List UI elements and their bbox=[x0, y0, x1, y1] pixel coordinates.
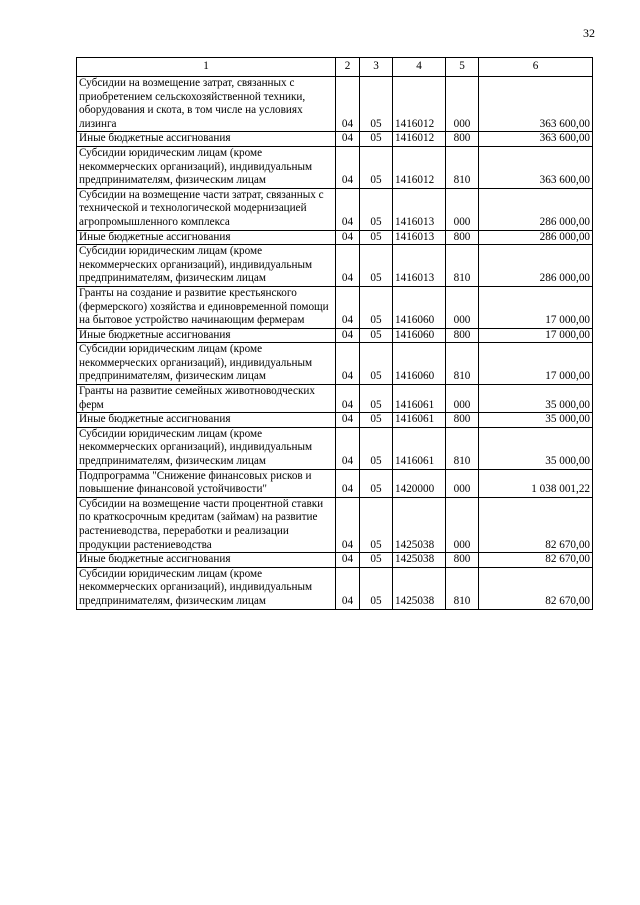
cell-expense-type: 000 bbox=[446, 286, 479, 328]
cell-amount: 82 670,00 bbox=[479, 567, 593, 609]
table-row bbox=[77, 230, 593, 245]
table-row bbox=[77, 77, 593, 132]
cell-subsection: 05 bbox=[360, 188, 393, 230]
cell-amount: 286 000,00 bbox=[479, 188, 593, 230]
cell-expense-type: 810 bbox=[446, 427, 479, 469]
budget-table bbox=[76, 57, 593, 610]
cell-section: 04 bbox=[336, 230, 360, 245]
cell-name: Субсидии на возмещение части затрат, связанных с технической и технологической модернизацией агропромышленного комплекса bbox=[77, 188, 336, 230]
cell-subsection: 05 bbox=[360, 427, 393, 469]
column-header: 2 bbox=[336, 58, 360, 77]
table-row bbox=[77, 188, 593, 230]
cell-subsection: 05 bbox=[360, 385, 393, 413]
cell-amount: 82 670,00 bbox=[479, 553, 593, 568]
cell-amount: 17 000,00 bbox=[479, 328, 593, 343]
cell-expense-type: 800 bbox=[446, 230, 479, 245]
cell-amount: 35 000,00 bbox=[479, 385, 593, 413]
table-row bbox=[77, 132, 593, 147]
column-header: 6 bbox=[479, 58, 593, 77]
cell-amount: 82 670,00 bbox=[479, 497, 593, 552]
cell-section: 04 bbox=[336, 567, 360, 609]
cell-target-code: 1425038 bbox=[393, 553, 446, 568]
cell-amount: 17 000,00 bbox=[479, 343, 593, 385]
cell-target-code: 1416013 bbox=[393, 230, 446, 245]
column-header: 4 bbox=[393, 58, 446, 77]
table-row bbox=[77, 343, 593, 385]
cell-name: Субсидии на возмещение части процентной ставки по краткосрочным кредитам (займам) на развитие растениеводства, переработки и реализации продукции растениеводства bbox=[77, 497, 336, 552]
cell-name: Субсидии юридическим лицам (кроме некоммерческих организаций), индивидуальным предпринимателям, физическим лицам bbox=[77, 245, 336, 287]
cell-amount: 363 600,00 bbox=[479, 146, 593, 188]
table-row bbox=[77, 286, 593, 328]
cell-name: Подпрограмма "Снижение финансовых рисков и повышение финансовой устойчивости" bbox=[77, 469, 336, 497]
cell-section: 04 bbox=[336, 385, 360, 413]
cell-target-code: 1416012 bbox=[393, 77, 446, 132]
table-row bbox=[77, 245, 593, 287]
cell-expense-type: 810 bbox=[446, 245, 479, 287]
cell-amount: 363 600,00 bbox=[479, 132, 593, 147]
cell-amount: 17 000,00 bbox=[479, 286, 593, 328]
cell-target-code: 1425038 bbox=[393, 567, 446, 609]
cell-section: 04 bbox=[336, 245, 360, 287]
cell-expense-type: 000 bbox=[446, 77, 479, 132]
cell-section: 04 bbox=[336, 497, 360, 552]
cell-section: 04 bbox=[336, 132, 360, 147]
cell-subsection: 05 bbox=[360, 146, 393, 188]
cell-subsection: 05 bbox=[360, 77, 393, 132]
cell-section: 04 bbox=[336, 343, 360, 385]
cell-target-code: 1416061 bbox=[393, 427, 446, 469]
column-header: 3 bbox=[360, 58, 393, 77]
cell-subsection: 05 bbox=[360, 328, 393, 343]
table-row bbox=[77, 469, 593, 497]
table-row bbox=[77, 497, 593, 552]
cell-expense-type: 000 bbox=[446, 385, 479, 413]
table-row bbox=[77, 553, 593, 568]
cell-expense-type: 800 bbox=[446, 553, 479, 568]
table-row bbox=[77, 427, 593, 469]
cell-target-code: 1416012 bbox=[393, 146, 446, 188]
cell-subsection: 05 bbox=[360, 286, 393, 328]
table-row bbox=[77, 567, 593, 609]
cell-name: Иные бюджетные ассигнования bbox=[77, 413, 336, 428]
page-number: 32 bbox=[583, 26, 595, 40]
cell-target-code: 1416013 bbox=[393, 188, 446, 230]
cell-name: Иные бюджетные ассигнования bbox=[77, 230, 336, 245]
cell-section: 04 bbox=[336, 553, 360, 568]
cell-expense-type: 800 bbox=[446, 413, 479, 428]
cell-target-code: 1416060 bbox=[393, 286, 446, 328]
cell-target-code: 1416013 bbox=[393, 245, 446, 287]
cell-expense-type: 000 bbox=[446, 497, 479, 552]
table-row bbox=[77, 385, 593, 413]
cell-amount: 363 600,00 bbox=[479, 77, 593, 132]
cell-section: 04 bbox=[336, 469, 360, 497]
cell-section: 04 bbox=[336, 286, 360, 328]
cell-target-code: 1416012 bbox=[393, 132, 446, 147]
cell-name: Субсидии на возмещение затрат, связанных с приобретением сельскохозяйственной техники, оборудования и скота, в том числе на условиях лизинга bbox=[77, 77, 336, 132]
cell-amount: 35 000,00 bbox=[479, 413, 593, 428]
cell-subsection: 05 bbox=[360, 497, 393, 552]
cell-section: 04 bbox=[336, 328, 360, 343]
cell-target-code: 1416060 bbox=[393, 343, 446, 385]
cell-section: 04 bbox=[336, 427, 360, 469]
table-row bbox=[77, 413, 593, 428]
cell-expense-type: 810 bbox=[446, 146, 479, 188]
cell-expense-type: 800 bbox=[446, 132, 479, 147]
cell-name: Субсидии юридическим лицам (кроме некоммерческих организаций), индивидуальным предпринимателям, физическим лицам bbox=[77, 427, 336, 469]
table-row bbox=[77, 146, 593, 188]
cell-target-code: 1425038 bbox=[393, 497, 446, 552]
cell-subsection: 05 bbox=[360, 553, 393, 568]
cell-target-code: 1416060 bbox=[393, 328, 446, 343]
cell-target-code: 1416061 bbox=[393, 413, 446, 428]
cell-name: Субсидии юридическим лицам (кроме некоммерческих организаций), индивидуальным предпринимателям, физическим лицам bbox=[77, 567, 336, 609]
cell-target-code: 1420000 bbox=[393, 469, 446, 497]
cell-amount: 35 000,00 bbox=[479, 427, 593, 469]
cell-subsection: 05 bbox=[360, 245, 393, 287]
cell-amount: 286 000,00 bbox=[479, 245, 593, 287]
cell-name: Гранты на создание и развитие крестьянского (фермерского) хозяйства и единовременной помощи на бытовое устройство начинающим фермерам bbox=[77, 286, 336, 328]
cell-name: Иные бюджетные ассигнования bbox=[77, 553, 336, 568]
cell-name: Гранты на развитие семейных животноводческих ферм bbox=[77, 385, 336, 413]
cell-name: Субсидии юридическим лицам (кроме некоммерческих организаций), индивидуальным предпринимателям, физическим лицам bbox=[77, 343, 336, 385]
cell-expense-type: 000 bbox=[446, 188, 479, 230]
cell-target-code: 1416061 bbox=[393, 385, 446, 413]
cell-name: Иные бюджетные ассигнования bbox=[77, 328, 336, 343]
cell-expense-type: 810 bbox=[446, 343, 479, 385]
cell-expense-type: 800 bbox=[446, 328, 479, 343]
cell-subsection: 05 bbox=[360, 413, 393, 428]
cell-section: 04 bbox=[336, 413, 360, 428]
cell-amount: 1 038 001,22 bbox=[479, 469, 593, 497]
cell-amount: 286 000,00 bbox=[479, 230, 593, 245]
cell-subsection: 05 bbox=[360, 469, 393, 497]
cell-subsection: 05 bbox=[360, 132, 393, 147]
cell-name: Иные бюджетные ассигнования bbox=[77, 132, 336, 147]
cell-subsection: 05 bbox=[360, 230, 393, 245]
cell-expense-type: 810 bbox=[446, 567, 479, 609]
table-row bbox=[77, 328, 593, 343]
cell-subsection: 05 bbox=[360, 343, 393, 385]
cell-name: Субсидии юридическим лицам (кроме некоммерческих организаций), индивидуальным предпринимателям, физическим лицам bbox=[77, 146, 336, 188]
column-header: 5 bbox=[446, 58, 479, 77]
cell-section: 04 bbox=[336, 77, 360, 132]
table-header-row bbox=[77, 58, 593, 77]
cell-section: 04 bbox=[336, 146, 360, 188]
cell-expense-type: 000 bbox=[446, 469, 479, 497]
column-header: 1 bbox=[77, 58, 336, 77]
cell-subsection: 05 bbox=[360, 567, 393, 609]
cell-section: 04 bbox=[336, 188, 360, 230]
